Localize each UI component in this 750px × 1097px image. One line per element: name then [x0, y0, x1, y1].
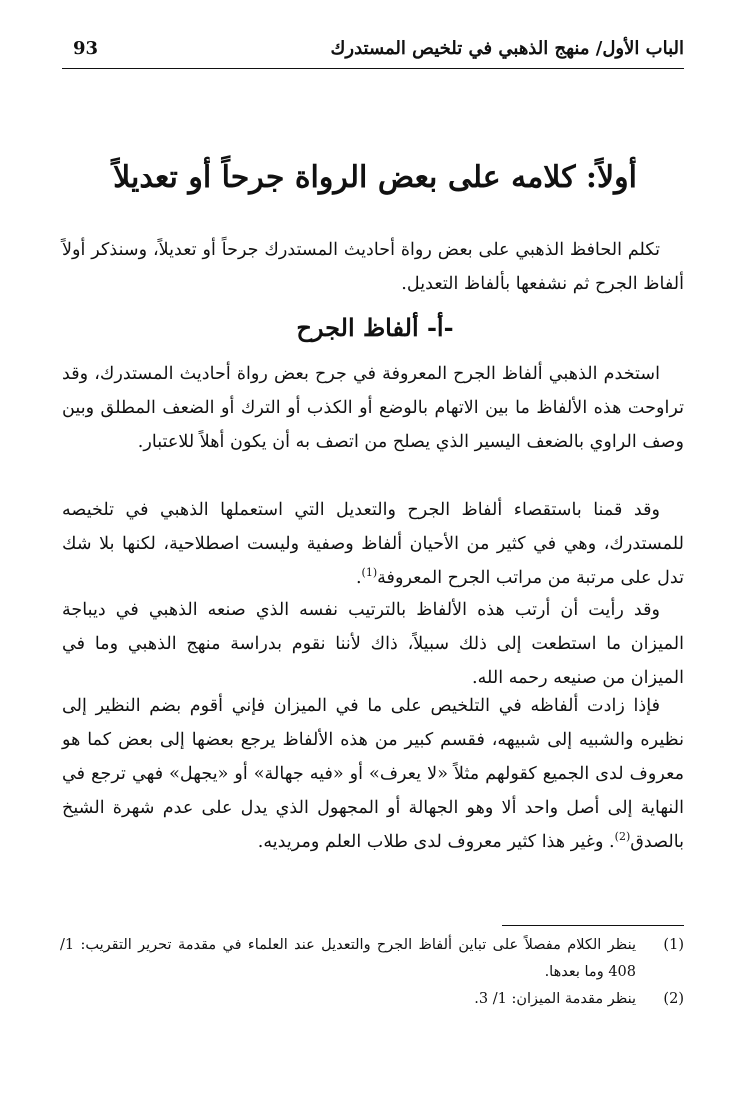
paragraph-2	[62, 493, 684, 595]
footnote-text: ينظر الكلام مفصلاً على تباين ألفاظ الجرح والتعديل عند العلماء في مقدمة تحرير التقريب: 1/ 408 وما بعدها.	[60, 937, 636, 980]
paragraph-text: وقد رأيت أن أرتب هذه الألفاظ بالترتيب نفسه الذي صنعه الذهبي في ديباجة الميزان ما استطعت إلى ذلك سبيلاً، ذاك لأننا نقوم بدراسة منهج الذهبي وما في الميزان من صنيعه رحمه الله.	[62, 600, 684, 688]
running-title: الباب الأول/ منهج الذهبي في تلخيص المستدرك	[330, 38, 684, 59]
paragraph-text: وقد قمنا باستقصاء ألفاظ الجرح والتعديل التي استعملها الذهبي في تلخيصه للمستدرك، وهي في كثير من الأحيان ألفاظ وصفية وليست اصطلاحية، لكنها بلا شك تدل على مرتبة من مراتب الجرح المعروفة	[62, 500, 684, 588]
header-rule	[62, 68, 684, 69]
paragraph-text-tail: .	[355, 568, 362, 588]
footnote-2	[60, 986, 684, 1013]
intro-paragraph-text: تكلم الحافظ الذهبي على بعض رواة أحاديث المستدرك جرحاً أو تعديلاً، وسنذكر أولاً ألفاظ الجرح ثم نشفعها بألفاظ التعديل.	[62, 240, 684, 294]
paragraph-text: استخدم الذهبي ألفاظ الجرح المعروفة في جرح بعض رواة أحاديث المستدرك، وقد تراوحت هذه الألفاظ ما بين الاتهام بالوضع أو الكذب أو الترك أو الضعف المطلق وبين وصف الراوي بالضعف اليسير الذي يصلح من اتصف به أن يكون أهلاً للاعتبار.	[62, 364, 684, 452]
paragraph-3	[62, 593, 684, 695]
footnote-1	[60, 932, 684, 986]
paragraph-4	[62, 689, 684, 859]
paragraph-text-tail: . وغير هذا كثير معروف لدى طلاب العلم ومريديه.	[257, 832, 615, 852]
footnote-number: (1)	[663, 937, 684, 953]
section-title: أولاً: كلامه على بعض الرواة جرحاً أو تعديلاً	[113, 160, 637, 195]
footnote-rule	[502, 925, 684, 926]
intro-paragraph	[62, 233, 684, 301]
footnote-text: ينظر مقدمة الميزان: 1/ 3.	[474, 991, 636, 1007]
footnote-ref-1[interactable]: (1)	[361, 566, 378, 580]
page-number: 93	[73, 38, 99, 59]
footnote-ref-2[interactable]: (2)	[614, 830, 631, 844]
paragraph-text: فإذا زادت ألفاظه في التلخيص على ما في الميزان فإني أقوم بضم النظير إلى نظيره والشبيه إلى شبيهه، فقسم كبير من هذه الألفاظ يرجع بعضها إلى بعض كما هو معروف لدى الجميع كقولهم مثلاً «لا يعرف» أو «فيه جهالة» أو «يجهل» فهي ترجع في النهاية إلى أصل واحد ألا وهو الجهالة أو المجهول الذي يدل على عدم شهرة الشيخ بالصدق	[62, 696, 684, 852]
subheading: -أ- ألفاظ الجرح	[296, 313, 454, 342]
footnote-number: (2)	[663, 991, 684, 1007]
paragraph-1	[62, 357, 684, 459]
